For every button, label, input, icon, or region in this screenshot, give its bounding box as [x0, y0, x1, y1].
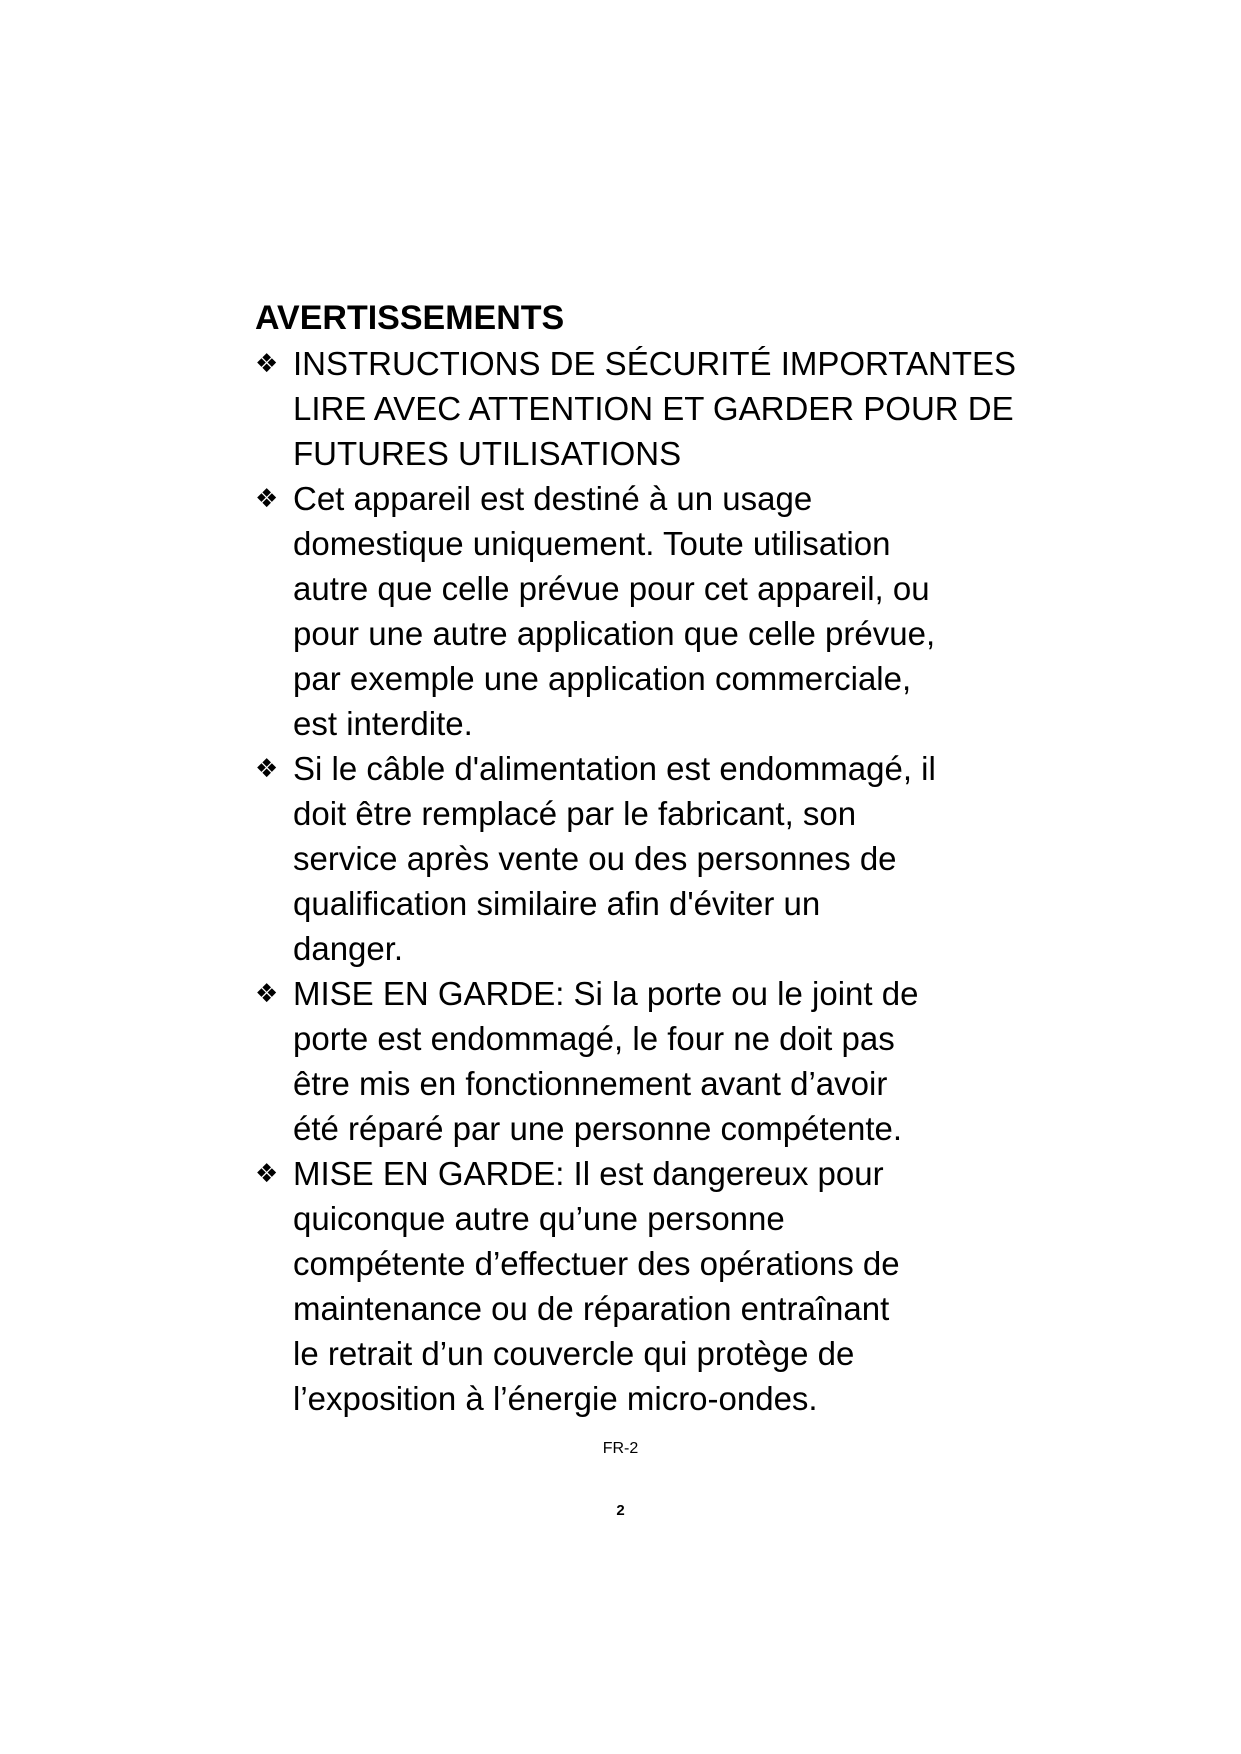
diamond-bullet-icon: ❖ — [255, 348, 279, 378]
warning-line: LIRE AVEC ATTENTION ET GARDER POUR DE — [293, 390, 1014, 427]
diamond-bullet-icon: ❖ — [255, 483, 279, 513]
warning-line: service après vente ou des personnes de — [293, 840, 897, 877]
warning-line: être mis en fonctionnement avant d’avoir — [293, 1065, 888, 1102]
warning-line: compétente d’effectuer des opérations de — [293, 1245, 900, 1282]
warnings-list — [255, 341, 1035, 1421]
warning-line: pour une autre application que celle prévue, — [293, 615, 936, 652]
page-footer-code: FR-2 — [602, 1440, 639, 1457]
diamond-bullet-icon: ❖ — [255, 978, 279, 1008]
warning-line: été réparé par une personne compétente. — [293, 1110, 903, 1147]
warning-line: qualification similaire afin d'éviter un — [293, 885, 821, 922]
warning-line: danger. — [293, 930, 404, 967]
warning-line: doit être remplacé par le fabricant, son — [293, 795, 857, 832]
warning-line: quiconque autre qu’une personne — [293, 1200, 785, 1237]
warning-line: MISE EN GARDE: Il est dangereux pour — [293, 1155, 884, 1192]
warning-line: MISE EN GARDE: Si la porte ou le joint de — [293, 975, 919, 1012]
warning-line: FUTURES UTILISATIONS — [293, 435, 682, 472]
warning-line: maintenance ou de réparation entraînant — [293, 1290, 890, 1327]
warning-item — [255, 971, 1035, 1151]
warning-item — [255, 746, 1035, 971]
warning-line: l’exposition à l’énergie micro-ondes. — [293, 1380, 818, 1417]
diamond-bullet-icon: ❖ — [255, 1158, 279, 1188]
warning-line: le retrait d’un couvercle qui protège de — [293, 1335, 855, 1372]
warning-item — [255, 476, 1035, 746]
page-title: AVERTISSEMENTS — [255, 299, 565, 337]
warning-item — [255, 341, 1035, 476]
warning-line: domestique uniquement. Toute utilisation — [293, 525, 891, 562]
warning-line: Cet appareil est destiné à un usage — [293, 480, 813, 517]
warning-line: porte est endommagé, le four ne doit pas — [293, 1020, 895, 1057]
page-number: 2 — [616, 1502, 625, 1519]
warning-line: INSTRUCTIONS DE SÉCURITÉ IMPORTANTES — [293, 345, 1017, 382]
warning-line: est interdite. — [293, 705, 473, 742]
warning-line: par exemple une application commerciale, — [293, 660, 912, 697]
warning-line: Si le câble d'alimentation est endommagé, il — [293, 750, 936, 787]
warning-line: autre que celle prévue pour cet appareil, ou — [293, 570, 930, 607]
document-body — [255, 296, 1035, 1421]
diamond-bullet-icon: ❖ — [255, 753, 279, 783]
warning-item — [255, 1151, 1035, 1421]
